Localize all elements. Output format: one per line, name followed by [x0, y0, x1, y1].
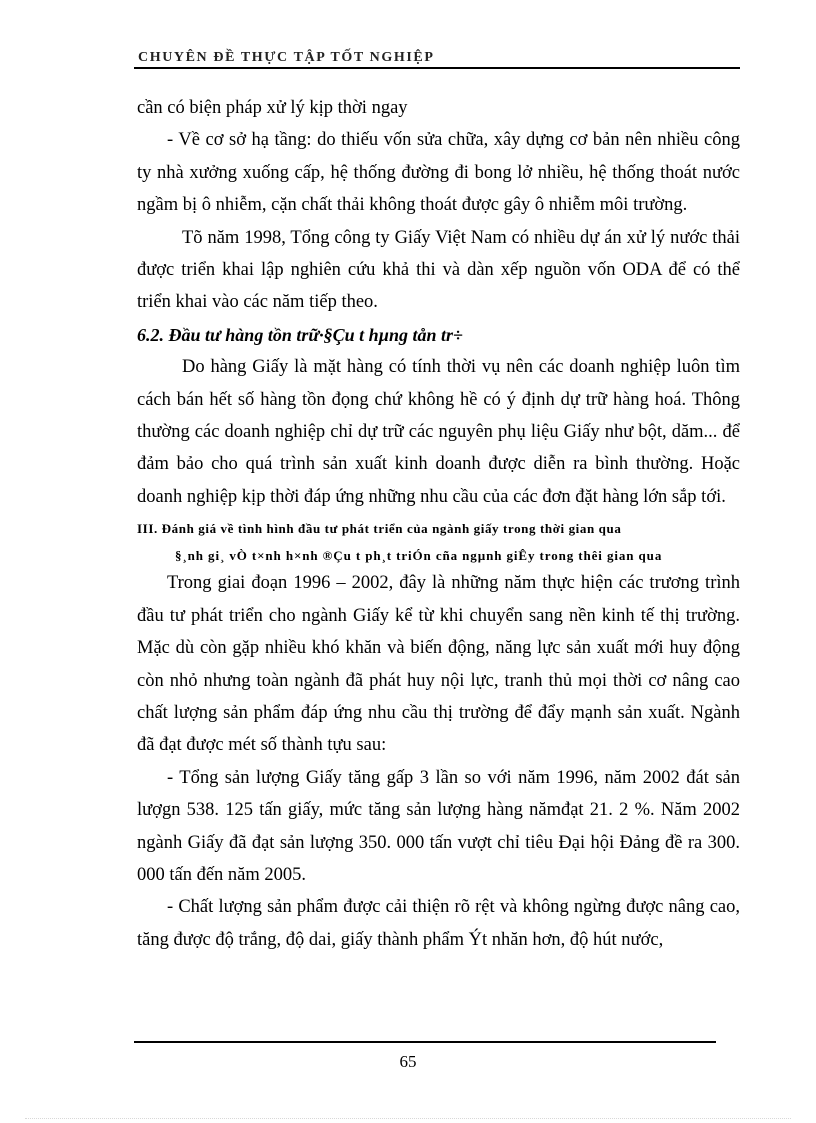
running-header: CHUYÊN ĐỀ THỰC TẬP TỐT NGHIỆP: [138, 50, 435, 65]
section-iii-garbled-title: §¸nh gi¸ vÒ t×nh h×nh ®Çu t ph¸t triÓn cña ngµnh giÊy trong thêi gian qua: [175, 548, 663, 564]
paragraph-quality: - Chất lượng sản phẩm được cải thiện rõ rệt và không ngừng được nâng cao, tăng được độ trắng, độ dai, giấy thành phẩm Ýt nhăn hơn, độ hút nước,: [137, 897, 740, 950]
paragraph-period-1996-2002: Trong giai đoạn 1996 – 2002, đây là những năm thực hiện các trương trình đầu tư phát triển cho ngành Giấy kể từ khi chuyển sang nền kinh tế thị trường. Mặc dù còn gặp nhiều khó khăn và biến động, năng lực sản xuất mới huy động còn nhỏ nhưng toàn ngành đã phát huy nội lực, tranh thủ mọi thời cơ nâng cao chất lượng sản phẩm đáp ứng nhu cầu thị trường để đẩy mạnh sản xuất. Ngành đã đạt được mét số thành tựu sau:: [137, 573, 740, 756]
paragraph-inventory: Do hàng Giấy là mặt hàng có tính thời vụ nên các doanh nghiệp luôn tìm cách bán hết số hàng tồn đọng chứ không hề có ý định dự trữ hàng hoá. Thông thường các doanh nghiệp chỉ dự trữ các nguyên phụ liệu Giấy như bột, dăm... để đảm bảo cho quá trình sản xuất kinh doanh được diễn ra bình thường. Hoặc doanh nghiệp kịp thời đáp ứng những nhu cầu của các đơn đặt hàng lớn sắp tới.: [137, 357, 740, 507]
header-divider: [134, 67, 740, 69]
paragraph-output-growth: - Tổng sản lượng Giấy tăng gấp 3 lần so với năm 1996, năm 2002 đát sản lượgn 538. 125 tấn giấy, mức tăng sản lượng hàng nămđạt 21. 2 %. Năm 2002 ngành Giấy đã đạt sản lượng 350. 000 tấn vượt chỉ tiêu Đại hội Đảng đề ra 300. 000 tấn đến năm 2005.: [137, 767, 740, 885]
footer-divider: [134, 1041, 716, 1043]
page-number: 65: [399, 1052, 417, 1071]
paragraph-infrastructure: - Về cơ sở hạ tầng: do thiếu vốn sửa chữa, xây dựng cơ bản nên nhiều công ty nhà xưởng xuống cấp, hệ thống đường đi bong lở nhiều, hệ thống thoát nước ngầm bị ô nhiễm, cặn chất thải không thoát được gây ô nhiễm môi trường.: [137, 130, 740, 216]
section-iii-title: III. Đánh giá về tình hình đầu tư phát triển của ngành giấy trong thời gian qua: [137, 521, 622, 537]
paragraph-wastewater-projects: Tõ năm 1998, Tổng công ty Giấy Việt Nam có nhiều dự án xử lý nước thải được triển khai lập nghiên cứu khả thi và dàn xếp nguồn vốn ODA để có thể triển khai vào các năm tiếp theo.: [137, 227, 740, 313]
heading-6-2: 6.2. Đầu tư hàng tồn trữ·§Çu t hµng tån tr÷: [137, 324, 463, 345]
page-edge-line: [25, 1118, 791, 1119]
paragraph-continuation: cần có biện pháp xử lý kịp thời ngay: [137, 98, 408, 118]
page-body: [137, 92, 740, 956]
